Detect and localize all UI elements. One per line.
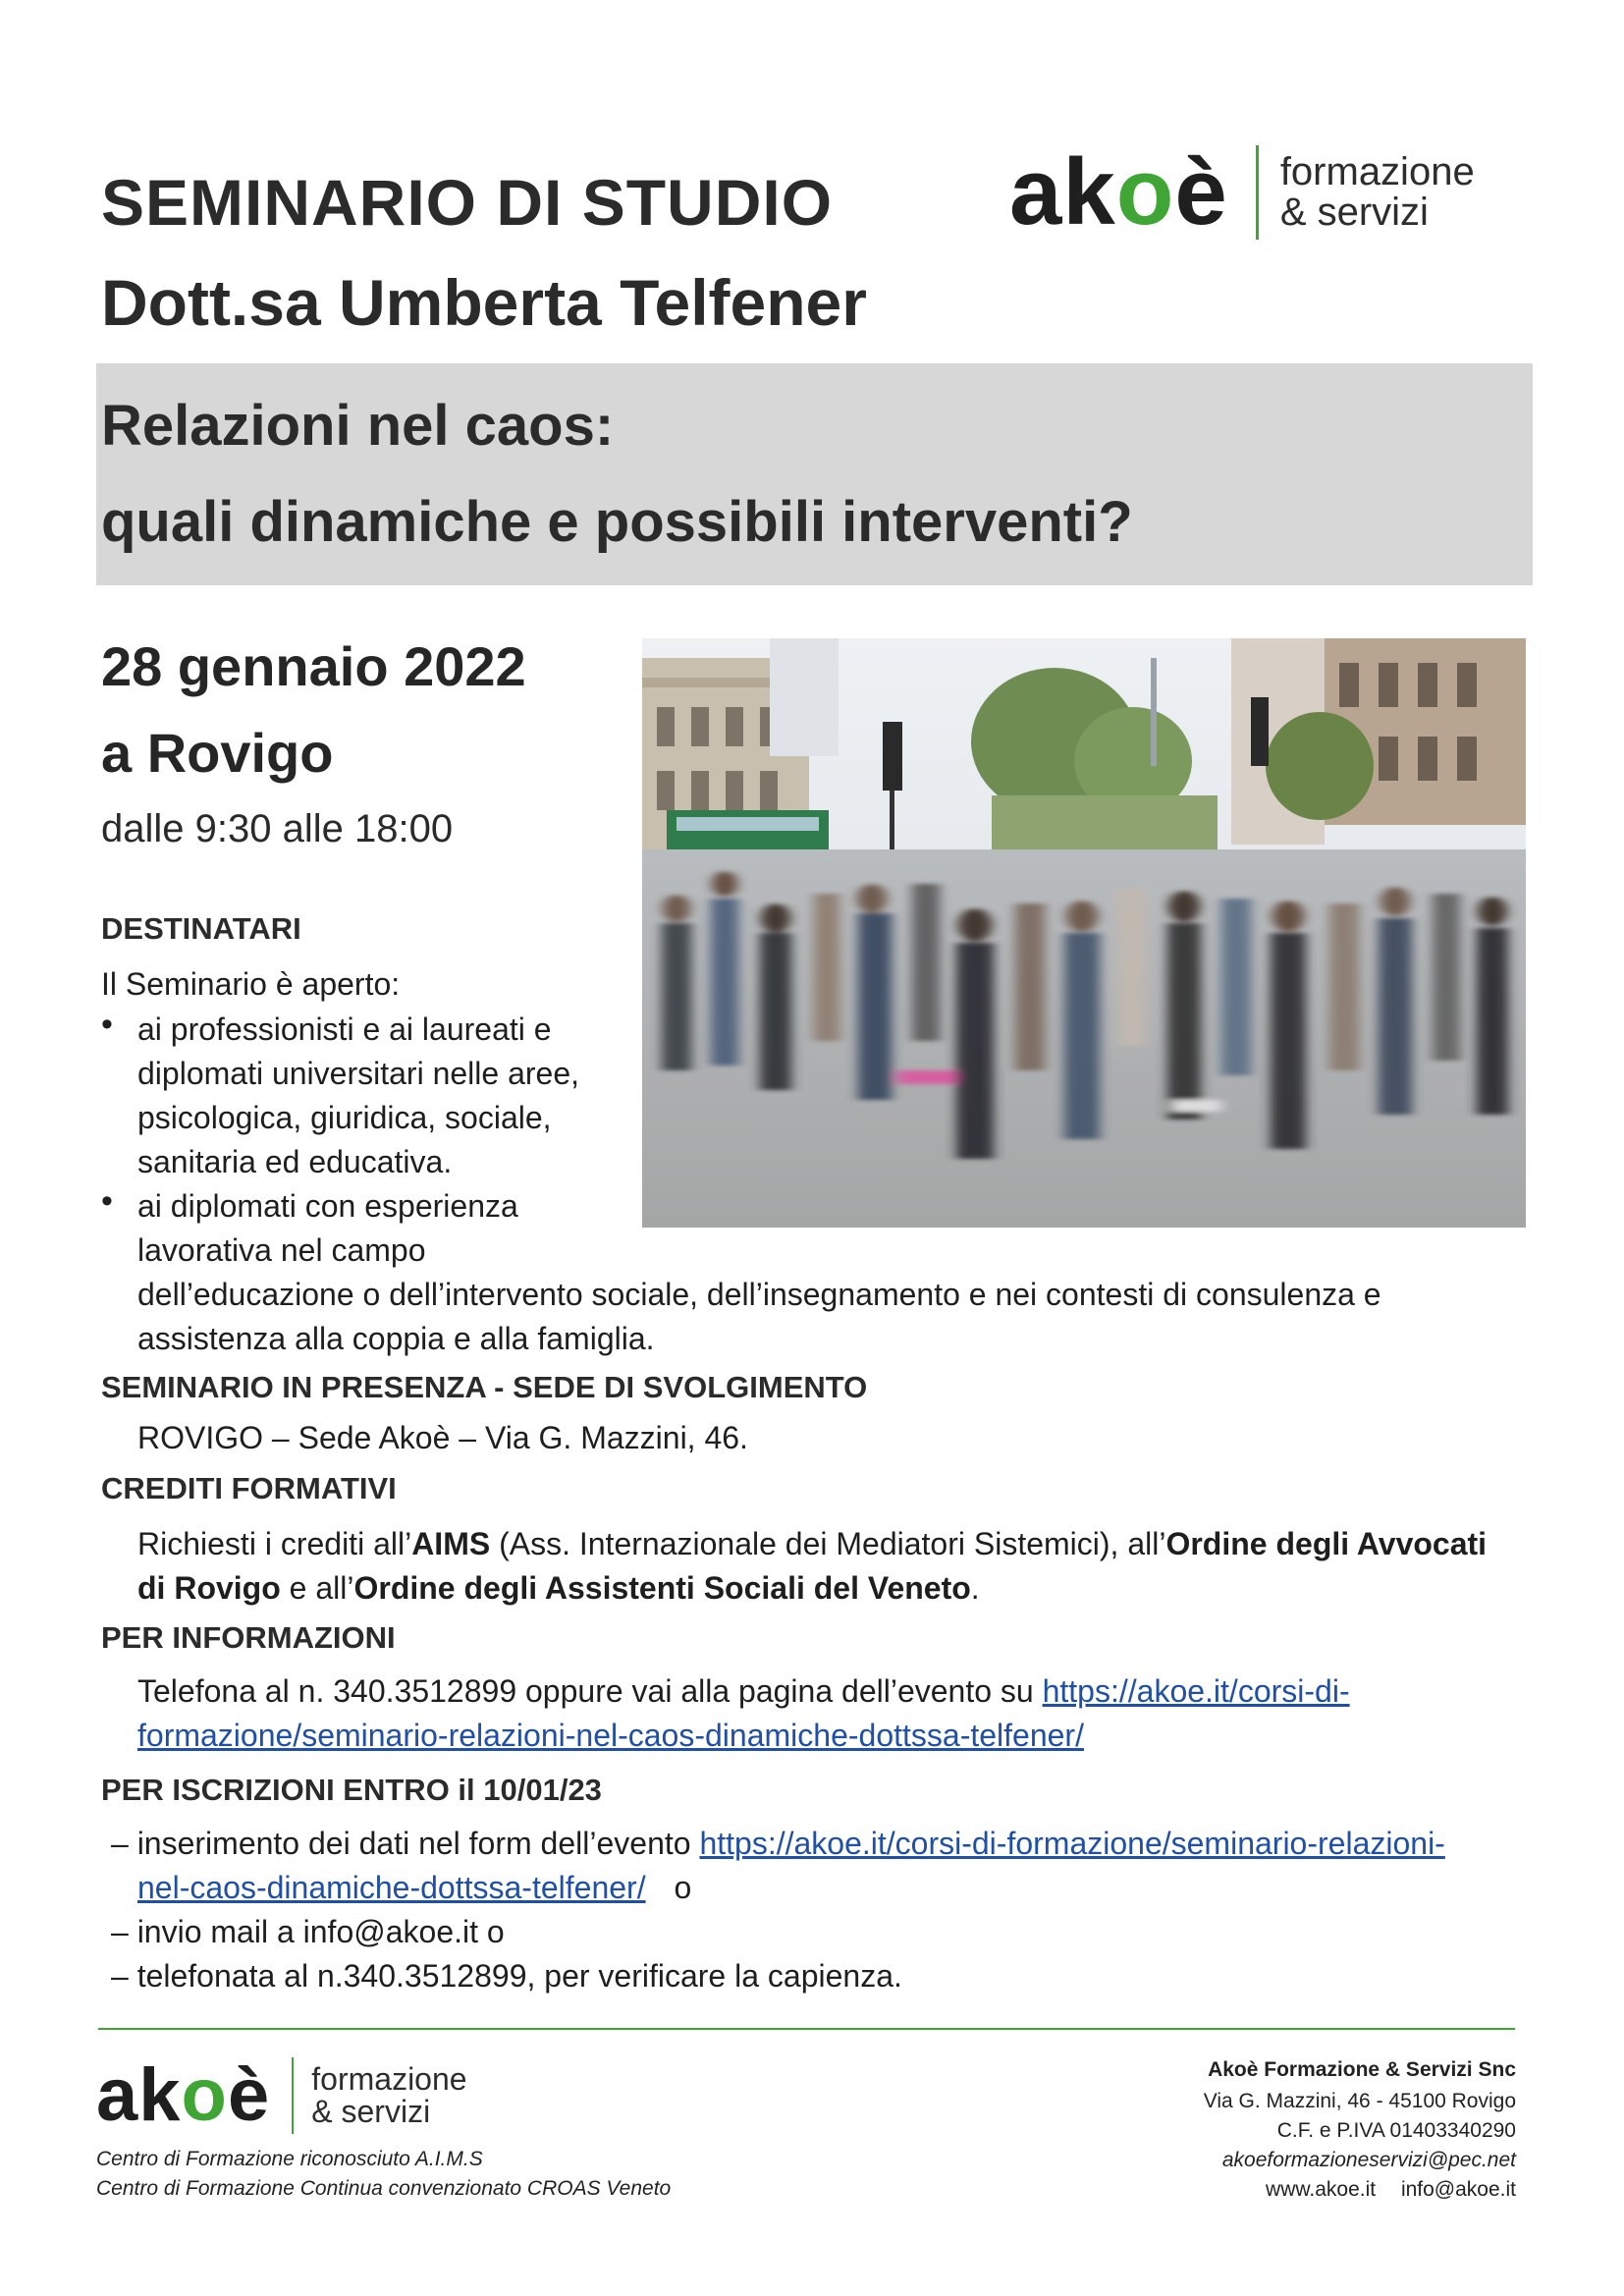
crediti-p4: . bbox=[970, 1570, 980, 1606]
logo-word-post: è bbox=[1174, 139, 1228, 245]
bullet-1-line4: sanitaria ed educativa. bbox=[137, 1144, 453, 1179]
iscrizioni-item1-line2 bbox=[137, 1866, 691, 1910]
bullet-2-line1: ai diplomati con esperienza bbox=[137, 1188, 518, 1224]
event-place: a Rovigo bbox=[101, 722, 334, 784]
footer-email[interactable]: info@akoe.it bbox=[1400, 2178, 1516, 2201]
bullet-2-line2: lavorativa nel campo bbox=[137, 1232, 426, 1268]
crediti-rovigo: di Rovigo bbox=[137, 1570, 281, 1606]
iscrizioni-item3: – telefonata al n.340.3512899, per verificare la capienza. bbox=[111, 1958, 902, 1994]
bullet-1-line2: diplomati universitari nelle aree, bbox=[137, 1056, 579, 1091]
destinatari-intro: Il Seminario è aperto: bbox=[101, 966, 401, 1002]
logo-word-pre: ak bbox=[1009, 139, 1116, 245]
akoe-logo-footer bbox=[96, 2053, 467, 2137]
akoe-logo-header bbox=[1009, 139, 1475, 245]
info-heading: PER INFORMAZIONI bbox=[101, 1620, 396, 1655]
footer-website[interactable]: www.akoe.it bbox=[1266, 2178, 1377, 2201]
footer-logo-word-o: o bbox=[181, 2053, 228, 2137]
crediti-aims: AIMS bbox=[411, 1526, 491, 1561]
bullet-2-line3: dell’educazione o dell’intervento sociale, dell’insegnamento e nei contesti di consulenza e bbox=[137, 1277, 1381, 1312]
footer-croas-note: Centro di Formazione Continua convenzionato CROAS Veneto bbox=[96, 2177, 672, 2200]
logo-word-o: o bbox=[1115, 139, 1175, 245]
sede-heading: SEMINARIO IN PRESENZA - SEDE DI SVOLGIMENTO bbox=[101, 1370, 868, 1404]
crediti-line1 bbox=[137, 1522, 1487, 1566]
iscrizioni-item1-text: – inserimento dei dati nel form dell’evento bbox=[111, 1826, 700, 1861]
iscrizioni-heading: PER ISCRIZIONI ENTRO il 10/01/23 bbox=[101, 1773, 602, 1807]
footer-company-suffix: Snc bbox=[1478, 2058, 1516, 2081]
footer-web-email bbox=[1266, 2178, 1516, 2202]
footer-logo-tag-line1: formazione bbox=[311, 2061, 467, 2098]
logo-wordmark bbox=[1009, 139, 1228, 245]
bullet-1-line3: psicologica, giuridica, sociale, bbox=[137, 1100, 552, 1135]
footer-company bbox=[1208, 2058, 1516, 2082]
logo-tag-line1: formazione bbox=[1279, 150, 1475, 194]
crediti-heading: CREDITI FORMATIVI bbox=[101, 1471, 397, 1505]
footer-logo-tagline bbox=[311, 2063, 466, 2127]
footer-divider bbox=[98, 2028, 1515, 2030]
footer-logo-word-post: è bbox=[227, 2053, 271, 2137]
event-page-link-part1[interactable]: https://akoe.it/corsi-di- bbox=[1042, 1673, 1350, 1709]
crediti-p1: Richiesti i crediti all’ bbox=[137, 1526, 412, 1561]
seminar-title: SEMINARIO DI STUDIO bbox=[101, 166, 834, 239]
iscrizioni-item2: – invio mail a info@akoe.it o bbox=[111, 1914, 505, 1949]
info-line1 bbox=[137, 1669, 1350, 1714]
event-date: 28 gennaio 2022 bbox=[101, 635, 526, 697]
registration-link-part2[interactable]: nel-caos-dinamiche-dottssa-telfener/ bbox=[137, 1870, 646, 1905]
sede-text: ROVIGO – Sede Akoè – Via G. Mazzini, 46. bbox=[137, 1420, 748, 1455]
footer-logo-wordmark bbox=[96, 2053, 271, 2137]
footer-pec: akoeformazioneservizi@pec.net bbox=[1221, 2149, 1516, 2171]
iscrizioni-item1-line1 bbox=[111, 1822, 1445, 1866]
crediti-p2: (Ass. Internazionale dei Mediatori Sistemici), all’ bbox=[490, 1526, 1166, 1561]
footer-aims-note: Centro di Formazione riconosciuto A.I.M.S bbox=[96, 2148, 483, 2170]
iscrizioni-item1-suffix: o bbox=[674, 1870, 692, 1905]
bullet-dot-1: • bbox=[101, 1006, 113, 1043]
bullet-2-line4: assistenza alla coppia e alla famiglia. bbox=[137, 1321, 655, 1356]
info-line2 bbox=[137, 1714, 1084, 1758]
registration-link-part1[interactable]: https://akoe.it/corsi-di-formazione/seminario-relazioni- bbox=[699, 1826, 1445, 1861]
event-page-link-part2[interactable]: formazione/seminario-relazioni-nel-caos-dinamiche-dottssa-telfener/ bbox=[137, 1718, 1084, 1753]
logo-divider bbox=[1256, 145, 1259, 240]
footer-company-name: Akoè Formazione & Servizi bbox=[1208, 2058, 1473, 2081]
bullet-dot-2: • bbox=[101, 1182, 113, 1220]
bullet-1-line1: ai professionisti e ai laureati e bbox=[137, 1011, 552, 1047]
event-time: dalle 9:30 alle 18:00 bbox=[101, 807, 454, 850]
logo-tag-line2: & servizi bbox=[1279, 191, 1429, 234]
crediti-line2 bbox=[137, 1566, 980, 1611]
footer-logo-divider bbox=[292, 2057, 294, 2134]
crediti-p3: e all’ bbox=[280, 1570, 354, 1606]
info-text: Telefona al n. 340.3512899 oppure vai alla pagina dell’evento su bbox=[137, 1673, 1043, 1709]
subtitle-line2: quali dinamiche e possibili interventi? bbox=[101, 490, 1133, 554]
speaker-name: Dott.sa Umberta Telfener bbox=[101, 266, 867, 339]
crediti-ordine-assistenti: Ordine degli Assistenti Sociali del Veneto bbox=[353, 1570, 971, 1606]
footer-logo-word-pre: ak bbox=[96, 2053, 182, 2137]
crediti-ordine-avvocati: Ordine degli Avvocati bbox=[1165, 1526, 1488, 1561]
subtitle-line1: Relazioni nel caos: bbox=[101, 394, 615, 458]
logo-tagline bbox=[1280, 152, 1475, 233]
footer-vat: C.F. e P.IVA 01403340290 bbox=[1276, 2119, 1516, 2142]
footer-address: Via G. Mazzini, 46 - 45100 Rovigo bbox=[1203, 2090, 1516, 2112]
footer-logo-tag-line2: & servizi bbox=[311, 2094, 431, 2129]
destinatari-heading: DESTINATARI bbox=[101, 911, 301, 946]
crowd-street-photo bbox=[642, 638, 1526, 1228]
